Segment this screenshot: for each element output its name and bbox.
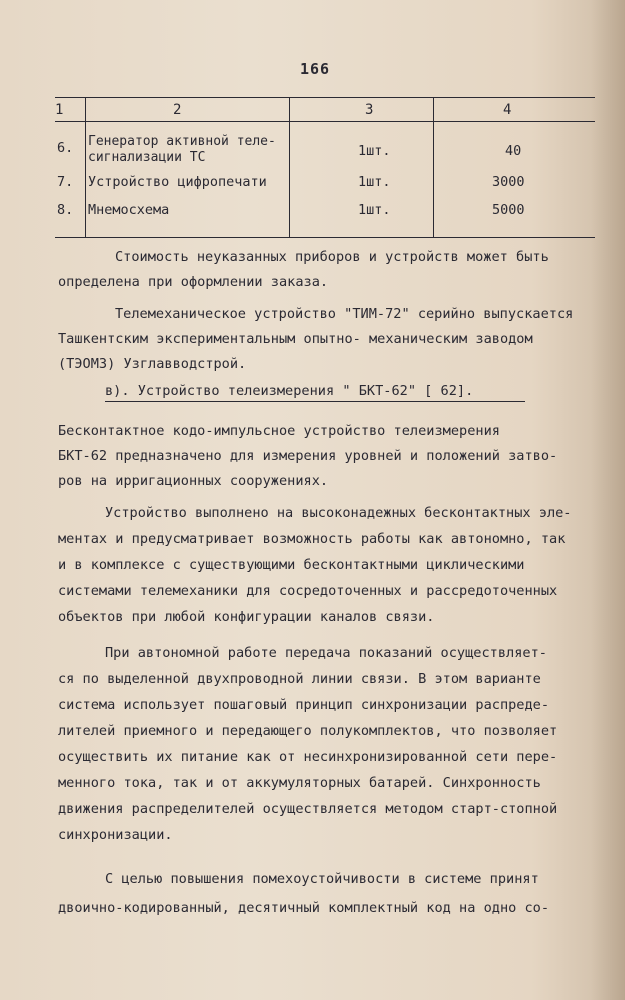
row-number: 7. [57, 174, 74, 190]
table-bottom-rule [55, 237, 595, 238]
row-number: 8. [57, 202, 74, 218]
table-header-rule [55, 121, 595, 122]
item-name: Устройство цифропечати [88, 174, 267, 190]
table-header-cell: 1 [55, 102, 64, 118]
page-edge-shadow [591, 0, 625, 1000]
table-col-divider [289, 97, 290, 237]
text-line: менного тока, так и от аккумуляторных батарей. Синхронность [58, 775, 541, 791]
text-line: система использует пошаговый принцип синхронизации распреде- [58, 697, 550, 713]
text-line: С целью повышения помехоустойчивости в системе принят [105, 871, 539, 887]
table-header-cell: 3 [365, 102, 374, 118]
text-line: ся по выделенной двухпроводной линии связи. В этом варианте [58, 671, 541, 687]
text-line: синхронизации. [58, 827, 173, 843]
table-header-cell: 4 [503, 102, 512, 118]
item-price: 3000 [492, 174, 525, 190]
section-heading: в). Устройство телеизмерения " БКТ-62" [ 62]. [105, 383, 474, 399]
text-line: Бесконтактное кодо-импульсное устройство телеизмерения [58, 423, 500, 439]
text-line: объектов при любой конфигурации каналов связи. [58, 609, 435, 625]
text-line: ментах и предусматривает возможность работы как автономно, так [58, 531, 566, 547]
text-line: (ТЭОМЗ) Узглавводстрой. [58, 356, 247, 372]
table-col-divider [85, 97, 86, 237]
item-name: сигнализации ТС [88, 150, 206, 165]
item-price: 5000 [492, 202, 525, 218]
text-line: осуществить их питание как от несинхронизированной сети пере- [58, 749, 558, 765]
page-number: 166 [300, 60, 331, 78]
table-top-rule [55, 97, 595, 98]
item-name: Мнемосхема [88, 202, 170, 218]
text-line: двоично-кодированный, десятичный комплектный код на одно со- [58, 900, 550, 916]
text-line: определена при оформлении заказа. [58, 274, 329, 290]
equipment-table [55, 97, 595, 238]
text-line: ров на ирригационных сооружениях. [58, 473, 329, 489]
table-col-divider [433, 97, 434, 237]
text-line: Устройство выполнено на высоконадежных бесконтактных эле- [105, 505, 572, 521]
text-line: и в комплексе с существующими бесконтактными циклическими [58, 557, 525, 573]
item-name: Генератор активной теле- [88, 134, 276, 149]
table-header-cell: 2 [173, 102, 182, 118]
text-line: БКТ-62 предназначено для измерения уровней и положений затво- [58, 448, 558, 464]
item-qty: 1шт. [358, 143, 391, 159]
text-line: При автономной работе передача показаний осуществляет- [105, 645, 547, 661]
text-line: Телемеханическое устройство "ТИМ-72" серийно выпускается [115, 306, 574, 322]
item-qty: 1шт. [358, 202, 391, 218]
text-line: Ташкентским экспериментальным опытно- механическим заводом [58, 331, 533, 347]
text-line: Стоимость неуказанных приборов и устройств может быть [115, 249, 549, 265]
text-line: движения распределителей осуществляется методом старт-стопной [58, 801, 558, 817]
row-number: 6. [57, 140, 74, 156]
text-line: системами телемеханики для сосредоточенных и рассредоточенных [58, 583, 558, 599]
item-price: 40 [505, 143, 522, 159]
item-qty: 1шт. [358, 174, 391, 190]
heading-underline [105, 401, 525, 402]
text-line: лителей приемного и передающего полукомплектов, что позволяет [58, 723, 558, 739]
